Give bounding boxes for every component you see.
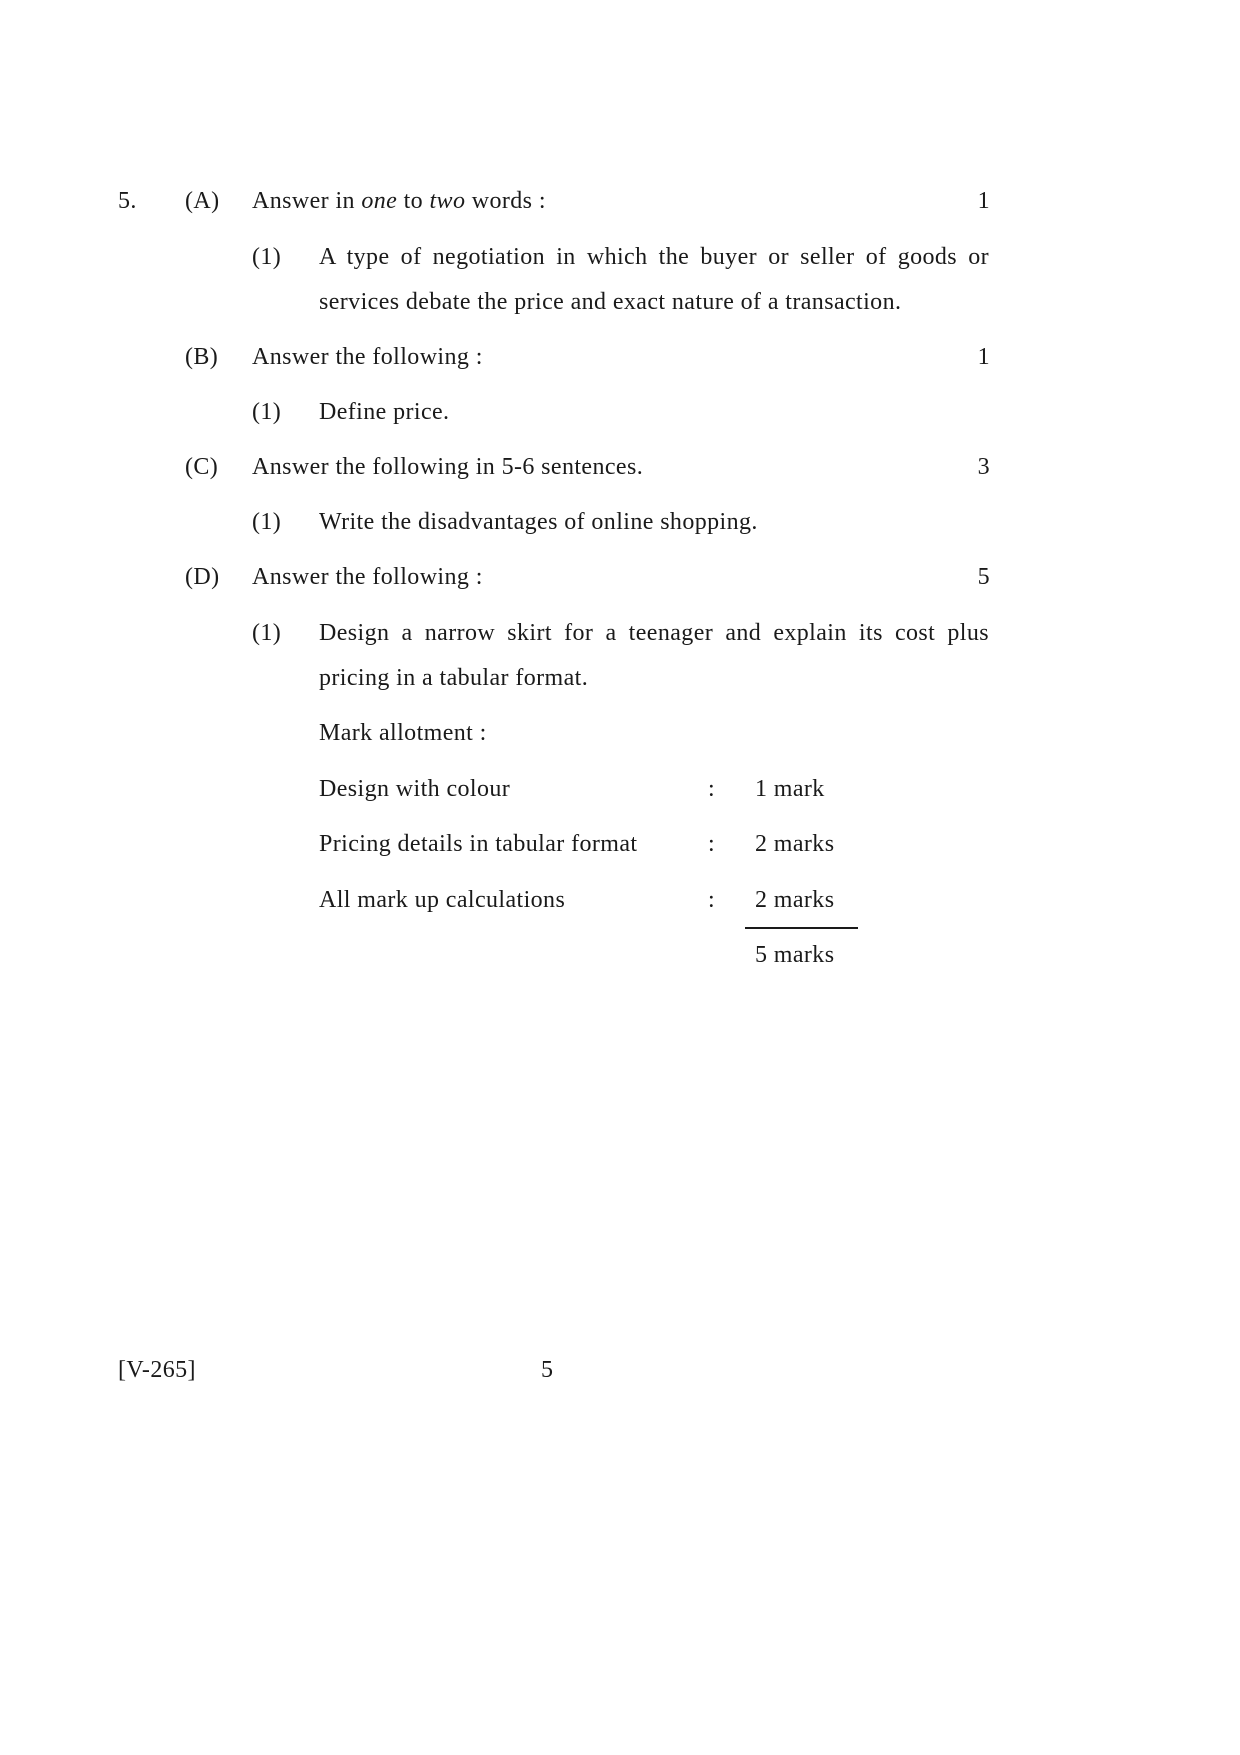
allotment-row-value: 2 marks xyxy=(755,887,835,913)
part-c-letter: (C) xyxy=(185,454,219,480)
part-a-marks: 1 xyxy=(977,188,990,214)
allotment-row-separator: : xyxy=(708,831,716,857)
part-d-heading: Answer the following : xyxy=(252,564,483,590)
part-d-marks: 5 xyxy=(977,564,990,590)
part-d-letter: (D) xyxy=(185,564,220,590)
allotment-total: 5 marks xyxy=(755,942,835,968)
part-a-item-text-line1: A type of negotiation in which the buyer or seller of goods or xyxy=(319,244,989,270)
part-a-item-number: (1) xyxy=(252,244,282,270)
part-b-heading: Answer the following : xyxy=(252,344,483,370)
allotment-row-separator: : xyxy=(708,887,716,913)
part-b-marks: 1 xyxy=(977,344,990,370)
allotment-row-label: All mark up calculations xyxy=(319,887,566,913)
part-b-item-number: (1) xyxy=(252,399,282,425)
page-number: 5 xyxy=(541,1357,554,1383)
part-b-letter: (B) xyxy=(185,344,219,370)
part-b-item-text: Define price. xyxy=(319,399,450,425)
part-d-item-number: (1) xyxy=(252,620,282,646)
total-divider-rule xyxy=(745,927,858,929)
part-a-letter: (A) xyxy=(185,188,220,214)
question-number: 5. xyxy=(118,188,137,214)
part-d-item-text-line2: pricing in a tabular format. xyxy=(319,665,589,691)
part-c-item-text: Write the disadvantages of online shopping. xyxy=(319,509,758,535)
allotment-row-value: 1 mark xyxy=(755,776,825,802)
allotment-row-separator: : xyxy=(708,776,716,802)
paper-code: [V-265] xyxy=(118,1357,196,1383)
part-a-item-text-line2: services debate the price and exact nature of a transaction. xyxy=(319,289,902,315)
allotment-row-label: Design with colour xyxy=(319,776,511,802)
part-c-heading: Answer the following in 5-6 sentences. xyxy=(252,454,644,480)
mark-allotment-title: Mark allotment : xyxy=(319,720,487,746)
allotment-row-label: Pricing details in tabular format xyxy=(319,831,638,857)
part-a-heading: Answer in one to two words : xyxy=(252,188,546,214)
part-c-item-number: (1) xyxy=(252,509,282,535)
part-d-item-text-line1: Design a narrow skirt for a teenager and explain its cost plus xyxy=(319,620,989,646)
allotment-row-value: 2 marks xyxy=(755,831,835,857)
part-c-marks: 3 xyxy=(977,454,990,480)
